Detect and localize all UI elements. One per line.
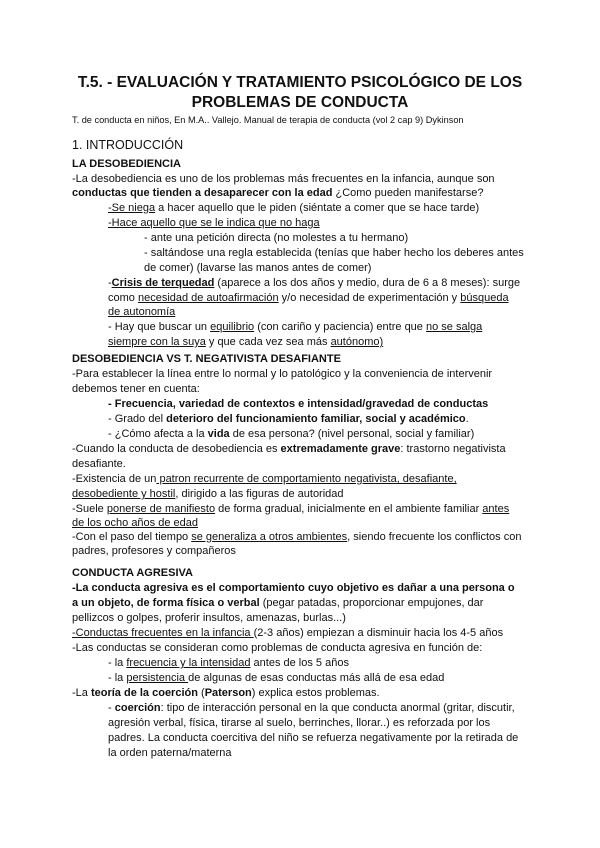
paragraph-line: a un objeto, de forma física o verbal (pegar patadas, proporcionar empujones, dar	[72, 597, 484, 609]
list-item: como necesidad de autoafirmación y/o necesidad de experimentación y búsqueda	[108, 292, 509, 304]
list-item: -Hace aquello que se le indica que no haga	[108, 217, 320, 229]
paragraph-line: desafiante.	[72, 458, 126, 470]
list-item: agresión verbal, física, tirarse al suelo, berrinches, llorar..) es reforzada por los	[108, 717, 491, 729]
paragraph-line: -Las conductas se consideran como problemas de conducta agresiva en función de:	[72, 642, 483, 654]
list-item: - coerción: tipo de interacción personal en la que conducta anormal (gritar, discutir,	[108, 702, 515, 714]
document-title-line-2: PROBLEMAS DE CONDUCTA	[191, 94, 409, 111]
paragraph-line: de los ocho años de edad	[72, 517, 198, 529]
subheading-conducta-agresiva: CONDUCTA AGRESIVA	[72, 567, 193, 579]
list-item: -Se niega a hacer aquello que le piden (siéntate a comer que se hace tarde)	[108, 202, 480, 214]
list-item: de autonomía	[108, 306, 176, 318]
subheading-desobediencia: LA DESOBEDIENCIA	[72, 158, 181, 170]
subheading-desobediencia-vs-tnd: DESOBEDIENCIA VS T. NEGATIVISTA DESAFIANTE	[72, 353, 341, 365]
list-item: - Frecuencia, variedad de contextos e intensidad/gravedad de conductas	[108, 398, 489, 410]
paragraph-line: debemos tener en cuenta:	[72, 383, 200, 395]
paragraph-line: -La teoría de la coerción (Paterson) explica estos problemas.	[72, 687, 380, 699]
reference-citation: T. de conducta en niños, En M.A.. Vallejo. Manual de terapia de conducta (vol 2 cap 9) Dykinson	[72, 115, 464, 125]
paragraph-line: conductas que tienden a desaparecer con la edad ¿Como pueden manifestarse?	[72, 187, 484, 199]
list-item: - ¿Cómo afecta a la vida de esa persona? (nivel personal, social y familiar)	[108, 428, 475, 440]
section-heading-introduccion: 1. INTRODUCCIÓN	[72, 138, 184, 152]
paragraph-line: padres, profesores y compañeros	[72, 545, 236, 557]
list-item: padres. La conducta coercitiva del niño se refuerza negativamente por la retirada de	[108, 732, 519, 744]
paragraph-line: -La conducta agresiva es el comportamiento cuyo objetivo es dañar a una persona o	[72, 582, 515, 594]
list-item: - saltándose una regla establecida (tenías que haber hecho los deberes antes	[144, 247, 524, 259]
paragraph-line: desobediente y hostil, dirigido a las figuras de autoridad	[72, 488, 344, 500]
paragraph-line: -Cuando la conducta de desobediencia es extremadamente grave: trastorno negativista	[72, 443, 506, 455]
list-item: de comer) (lavarse las manos antes de comer)	[144, 262, 372, 274]
paragraph-line: pellizcos o golpes, proferir insultos, amenazas, burlas...)	[72, 612, 346, 624]
list-item: - ante una petición directa (no molestes a tu hermano)	[144, 232, 409, 244]
list-item: - Grado del deterioro del funcionamiento familiar, social y académico.	[108, 413, 469, 425]
list-item: -Crisis de terquedad (aparece a los dos años y medio, dura de 6 a 8 meses): surge	[108, 277, 521, 289]
list-item: la orden paterna/materna	[108, 747, 232, 759]
list-item: - la frecuencia y la intensidad antes de los 5 años	[108, 657, 349, 669]
list-item: - la persistencia de algunas de esas conductas más allá de esa edad	[108, 672, 445, 684]
paragraph-line: -Existencia de un patron recurrente de comportamiento negativista, desafiante,	[72, 473, 457, 485]
list-item: siempre con la suya y que cada vez sea más autónomo)	[108, 336, 384, 348]
paragraph-line: -Suele ponerse de manifiesto de forma gradual, inicialmente en el ambiente familiar antes	[72, 503, 510, 515]
paragraph-line: -La desobediencia es uno de los problemas más frecuentes en la infancia, aunque son	[72, 173, 495, 185]
paragraph-line: -Conductas frecuentes en la infancia (2-3 años) empiezan a disminuir hacia los 4-5 años	[72, 627, 504, 639]
document-title-line-1: T.5. - EVALUACIÓN Y TRATAMIENTO PSICOLÓGICO DE LOS	[77, 74, 523, 91]
paragraph-line: -Con el paso del tiempo se generaliza a otros ambientes, siendo frecuente los conflictos con	[72, 531, 522, 543]
paragraph-line: -Para establecer la línea entre lo normal y lo patológico y la conveniencia de intervenir	[72, 368, 493, 380]
list-item: - Hay que buscar un equilibrio (con cariño y paciencia) entre que no se salga	[108, 321, 483, 333]
